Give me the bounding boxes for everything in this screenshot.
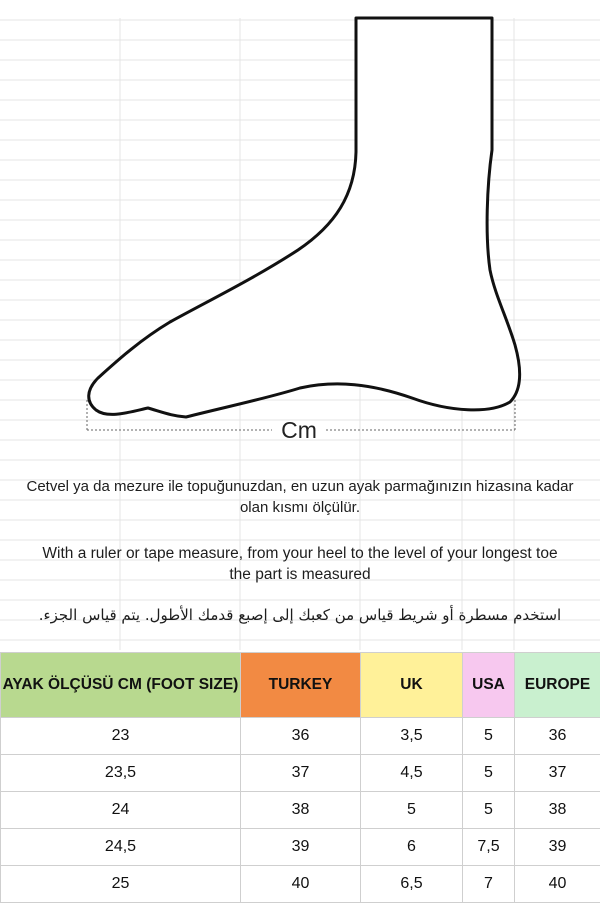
- cell-turkey: 40: [241, 866, 361, 903]
- table-row: [1, 866, 600, 903]
- cell-uk: 6,5: [361, 866, 463, 903]
- instructions-turkish-line1: Cetvel ya da mezure ile topuğunuzdan, en uzun ayak parmağınızın hizasına kadar: [0, 476, 600, 497]
- instructions-english: [0, 543, 600, 585]
- cell-usa: 5: [463, 792, 515, 829]
- cell-foot-size: 23,5: [1, 755, 241, 792]
- header-foot-size: AYAK ÖLÇÜSÜ CM (FOOT SIZE): [1, 653, 241, 718]
- cell-uk: 6: [361, 829, 463, 866]
- header-uk: UK: [361, 653, 463, 718]
- cell-europe: 38: [515, 792, 600, 829]
- table-row: [1, 829, 600, 866]
- cell-foot-size: 25: [1, 866, 241, 903]
- cell-usa: 5: [463, 718, 515, 755]
- cell-europe: 36: [515, 718, 600, 755]
- instructions-turkish: [0, 476, 600, 518]
- instructions-english-line2: the part is measured: [0, 564, 600, 585]
- table-row: [1, 718, 600, 755]
- size-table: [0, 652, 600, 903]
- table-row: [1, 755, 600, 792]
- cell-foot-size: 23: [1, 718, 241, 755]
- table-row: [1, 792, 600, 829]
- foot-outline: [89, 18, 520, 417]
- cell-uk: 3,5: [361, 718, 463, 755]
- cell-turkey: 37: [241, 755, 361, 792]
- measure-label: Cm: [281, 417, 317, 443]
- cell-foot-size: 24,5: [1, 829, 241, 866]
- instructions-turkish-line2: olan kısmı ölçülür.: [0, 497, 600, 518]
- header-turkey: TURKEY: [241, 653, 361, 718]
- cell-foot-size: 24: [1, 792, 241, 829]
- cell-usa: 5: [463, 755, 515, 792]
- instructions-arabic: استخدم مسطرة أو شريط قياس من كعبك إلى إصبع قدمك الأطول. يتم قياس الجزء.: [0, 605, 600, 626]
- cell-turkey: 39: [241, 829, 361, 866]
- header-europe: EUROPE: [515, 653, 600, 718]
- foot-illustration: [0, 0, 600, 450]
- cell-usa: 7: [463, 866, 515, 903]
- cell-usa: 7,5: [463, 829, 515, 866]
- cell-turkey: 36: [241, 718, 361, 755]
- cell-europe: 40: [515, 866, 600, 903]
- cell-uk: 4,5: [361, 755, 463, 792]
- size-table-header: [1, 653, 600, 718]
- cell-turkey: 38: [241, 792, 361, 829]
- instructions-english-line1: With a ruler or tape measure, from your heel to the level of your longest toe: [0, 543, 600, 564]
- cell-europe: 37: [515, 755, 600, 792]
- cell-uk: 5: [361, 792, 463, 829]
- header-usa: USA: [463, 653, 515, 718]
- cell-europe: 39: [515, 829, 600, 866]
